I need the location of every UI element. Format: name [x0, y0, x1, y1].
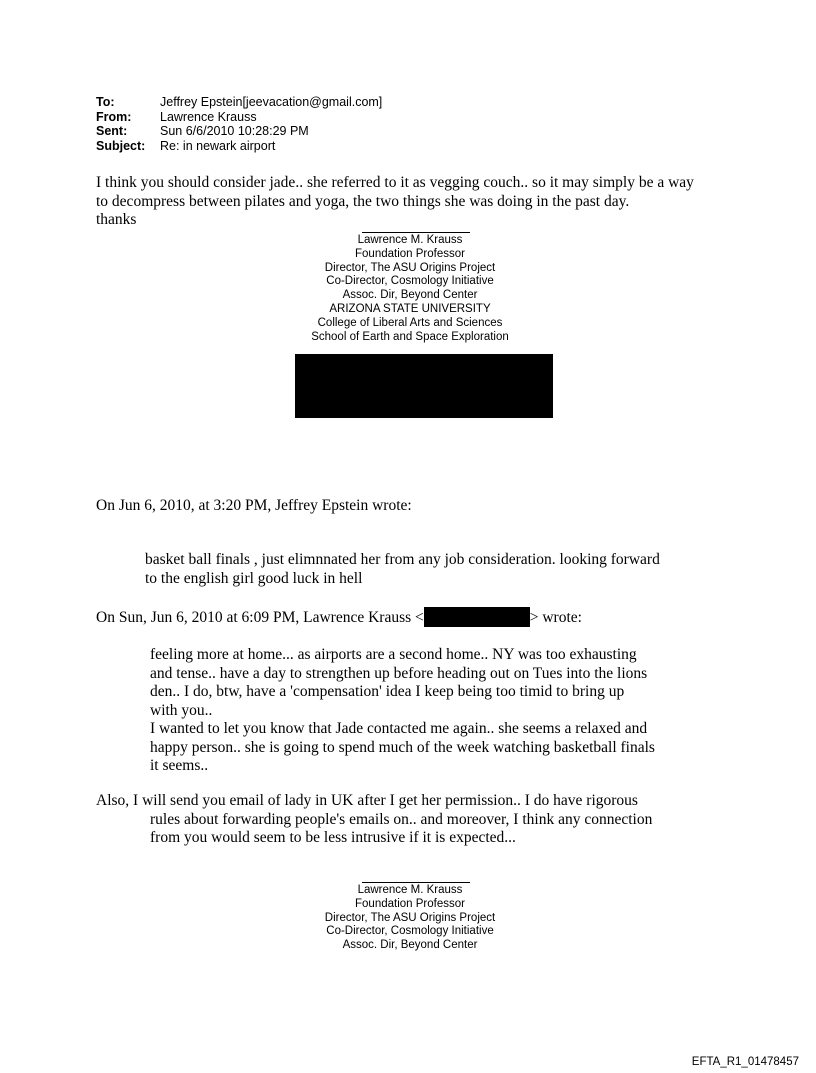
signature-line: Foundation Professor — [355, 247, 465, 260]
quoted-message — [145, 551, 690, 588]
quoted-line: happy person.. she is going to spend much of the week watching basketball finals — [150, 738, 655, 756]
signature-line: Lawrence M. Krauss — [357, 234, 463, 246]
sent-row — [96, 124, 382, 139]
quoted-line: Also, I will send you email of lady in UK after I get her permission.. I do have rigorous — [96, 792, 638, 809]
body-line: to decompress between pilates and yoga, the two things she was doing in the past day. — [96, 192, 630, 210]
subject-label: Subject: — [96, 138, 146, 153]
signature-line: Lawrence M. Krauss — [357, 884, 463, 896]
redacted-email — [424, 607, 530, 627]
signature-line: Co-Director, Cosmology Initiative — [326, 925, 494, 938]
quoted-message — [96, 792, 696, 848]
signature-line: Co-Director, Cosmology Initiative — [326, 275, 494, 288]
quoted-line: to the english girl good luck in hell — [145, 569, 363, 587]
body-line: I think you should consider jade.. she referred to it as vegging couch.. so it may simply be a way — [96, 174, 694, 191]
signature-line: ARIZONA STATE UNIVERSITY — [329, 302, 491, 315]
sent-value: Sun 6/6/2010 10:28:29 PM — [160, 124, 309, 138]
signature-rule — [362, 882, 470, 883]
signature-line: Assoc. Dir, Beyond Center — [342, 289, 478, 302]
sent-label: Sent: — [96, 124, 128, 138]
quote-intro — [96, 607, 582, 628]
quoted-line: it seems.. — [150, 757, 209, 774]
quoted-line: den.. I do, btw, have a 'compensation' idea I keep being too timid to bring up — [150, 683, 625, 700]
quoted-line: and tense.. have a day to strengthen up before heading out on Tues into the lions — [150, 664, 648, 682]
quote-intro-text: > wrote: — [529, 609, 582, 626]
signature-rule — [362, 232, 470, 233]
quoted-line: I wanted to let you know that Jade contacted me again.. she seems a relaxed and — [150, 720, 648, 737]
subject-value: Re: in newark airport — [160, 138, 276, 153]
signature-line: Assoc. Dir, Beyond Center — [342, 939, 478, 952]
to-value: Jeffrey Epstein[jeevacation@gmail.com] — [160, 95, 383, 109]
quote-intro-text: On Sun, Jun 6, 2010 at 6:09 PM, Lawrence Krauss < — [96, 609, 424, 626]
from-value: Lawrence Krauss — [160, 109, 257, 124]
quoted-line: feeling more at home... as airports are a second home.. NY was too exhausting — [150, 646, 637, 663]
signature-block — [260, 232, 560, 344]
email-header — [96, 95, 382, 153]
body-line: thanks — [96, 211, 137, 228]
document-id: EFTA_R1_01478457 — [691, 1056, 799, 1068]
signature-block — [260, 882, 560, 953]
to-label: To: — [96, 95, 115, 109]
to-row — [96, 95, 382, 110]
quoted-line: with you.. — [150, 701, 213, 719]
from-label: From: — [96, 109, 132, 124]
quoted-line: rules about forwarding people's emails on.. and moreover, I think any connection — [150, 810, 653, 828]
signature-line: College of Liberal Arts and Sciences — [317, 316, 503, 329]
quoted-message — [150, 646, 690, 776]
quoted-line: basket ball finals , just elimnnated her from any job consideration. looking forward — [145, 551, 660, 568]
quote-intro: On Jun 6, 2010, at 3:20 PM, Jeffrey Epstein wrote: — [96, 497, 412, 514]
redaction-block — [295, 354, 553, 418]
quoted-line: from you would seem to be less intrusive if it is expected... — [150, 829, 516, 846]
subject-row — [96, 139, 382, 154]
email-body — [96, 174, 736, 230]
signature-line: Foundation Professor — [355, 897, 465, 910]
signature-line: School of Earth and Space Exploration — [311, 330, 509, 343]
signature-line: Director, The ASU Origins Project — [324, 261, 496, 274]
from-row — [96, 110, 382, 125]
signature-line: Director, The ASU Origins Project — [324, 911, 496, 924]
